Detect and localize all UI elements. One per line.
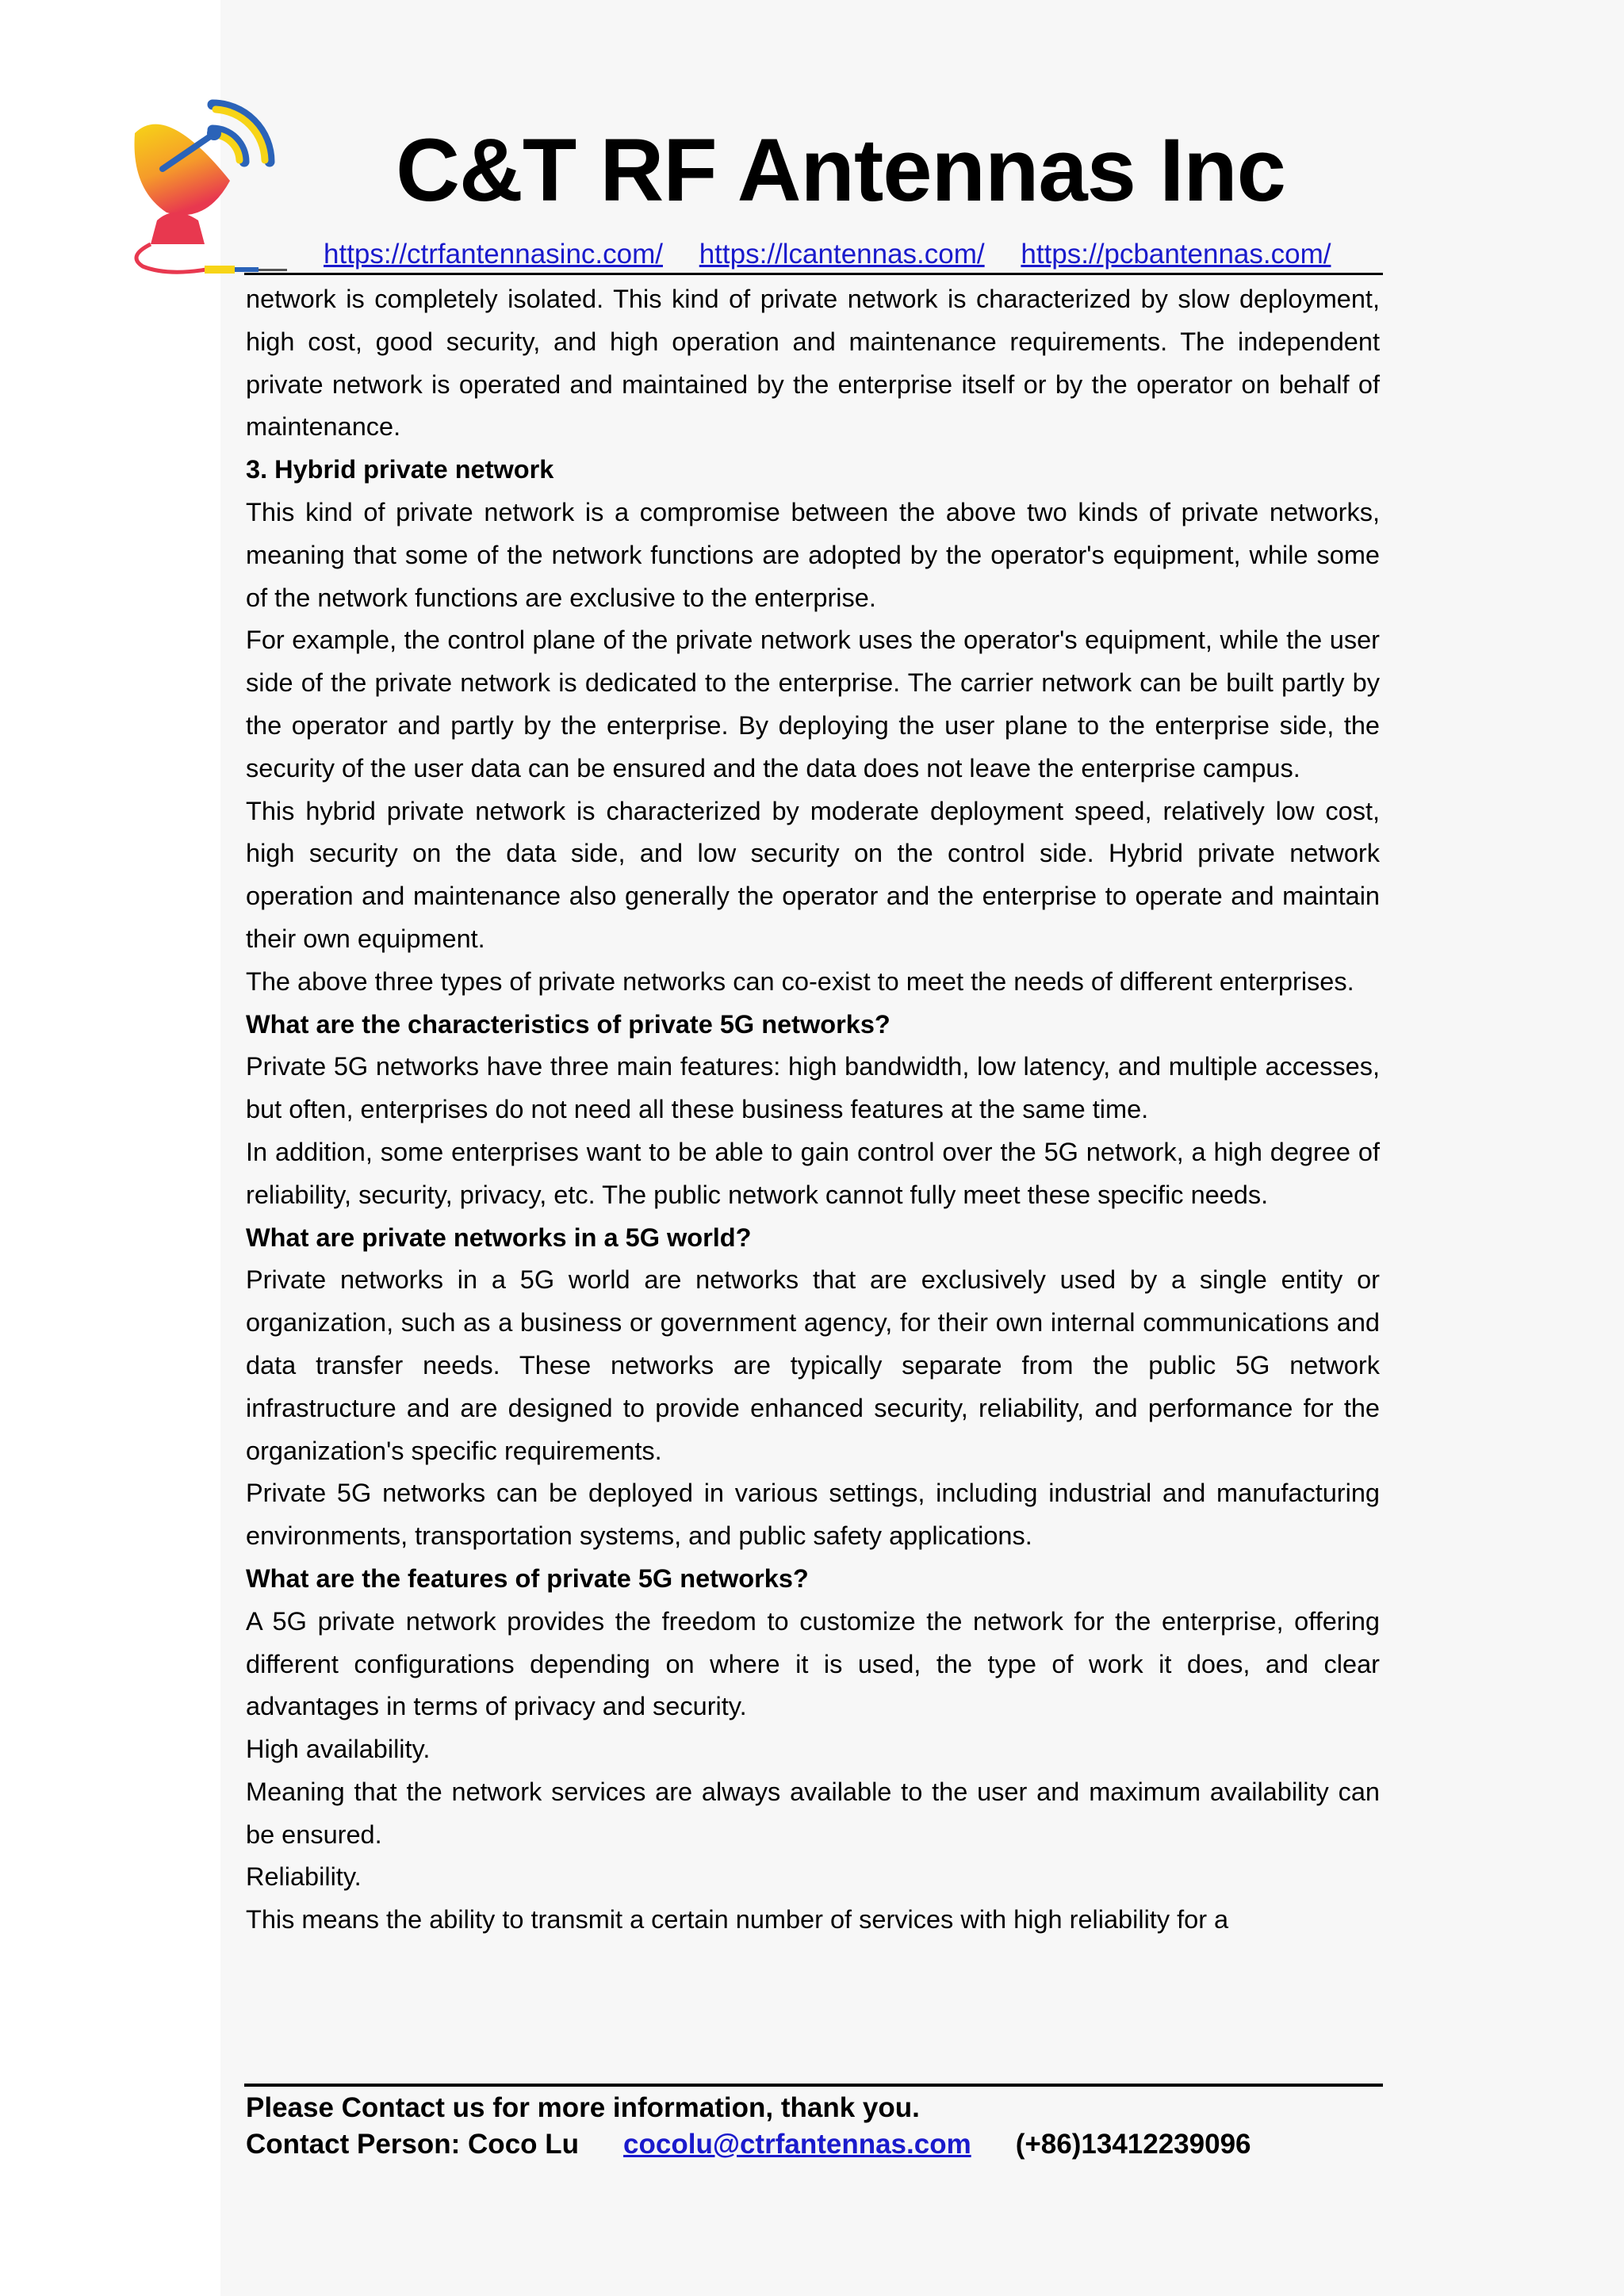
footer-divider (244, 2084, 1383, 2087)
paragraph: network is completely isolated. This kind of private network is characterized by slow deployment, high cost, good security, and high operation and maintenance requirements. The independent private network is operated and maintained by the enterprise itself or by the operator on behalf of maintenance. (246, 285, 1380, 442)
paragraph: Reliability. (246, 1862, 362, 1892)
section-heading: What are the features of private 5G networks? (246, 1563, 809, 1593)
header-divider (244, 273, 1383, 275)
satellite-dish-logo-icon (119, 86, 301, 284)
contact-person: Contact Person: Coco Lu (246, 2129, 580, 2160)
footer-note: Please Contact us for more information, thank you. (246, 2092, 920, 2123)
paragraph: Private 5G networks can be deployed in various settings, including industrial and manufacturing environments, transportation systems, and public safety applications. (246, 1479, 1380, 1551)
paragraph: In addition, some enterprises want to be able to gain control over the 5G network, a high degree of reliability, security, privacy, etc. The public network cannot fully meet these specific needs. (246, 1137, 1380, 1209)
paragraph: Private networks in a 5G world are networks that are exclusively used by a single entity or organization, such as a business or government agency, for their own internal communications and data transfer needs. These networks are typically separate from the public 5G network infrastructure and are designed to provide enhanced security, reliability, and performance for the organization's specific requirements. (246, 1265, 1380, 1465)
paragraph: High availability. (246, 1735, 431, 1764)
paragraph: This kind of private network is a compromise between the above two kinds of private networks, meaning that some of the network functions are adopted by the operator's equipment, while some of the network functions are exclusive to the enterprise. (246, 497, 1380, 612)
contact-row (246, 2126, 1380, 2163)
website-links (324, 238, 1370, 271)
section-heading: What are the characteristics of private 5G networks? (246, 1009, 891, 1039)
paragraph: This means the ability to transmit a certain number of services with high reliability for a (246, 1905, 1229, 1934)
email-link[interactable]: cocolu@ctrfantennas.com (623, 2129, 971, 2160)
section-heading: 3. Hybrid private network (246, 455, 554, 484)
link-lcantennas[interactable]: https://lcantennas.com/ (699, 239, 985, 270)
paragraph: For example, the control plane of the private network uses the operator's equipment, while the user side of the private network is dedicated to the enterprise. The carrier network can be built partly by the operator and partly by the enterprise. By deploying the user plane to the enterprise side, the security of the user data can be ensured and the data does not leave the enterprise campus. (246, 626, 1380, 783)
document-body (246, 278, 1380, 1942)
link-ctrfantennasinc[interactable]: https://ctrfantennasinc.com/ (324, 239, 663, 270)
company-name: C&T RF Antennas Inc (396, 121, 1285, 220)
link-pcbantennas[interactable]: https://pcbantennas.com/ (1021, 239, 1331, 270)
paragraph: This hybrid private network is characterized by moderate deployment speed, relatively low cost, high security on the data side, and low security on the control side. Hybrid private network operation and maintenance also generally the operator and the enterprise to operate and maintain their own equipment. (246, 796, 1380, 953)
paragraph: A 5G private network provides the freedom to customize the network for the enterprise, offering different configurations depending on where it is used, the type of work it does, and clear advantages in terms of privacy and security. (246, 1606, 1380, 1721)
paragraph: The above three types of private networks can co-exist to meet the needs of different enterprises. (246, 966, 1354, 996)
paragraph: Meaning that the network services are always available to the user and maximum availability can be ensured. (246, 1777, 1380, 1849)
footer (246, 2090, 1380, 2163)
phone-number: (+86)13412239096 (1015, 2129, 1251, 2160)
section-heading: What are private networks in a 5G world? (246, 1223, 752, 1252)
paragraph: Private 5G networks have three main features: high bandwidth, low latency, and multiple accesses, but often, enterprises do not need all these business features at the same time. (246, 1052, 1380, 1124)
